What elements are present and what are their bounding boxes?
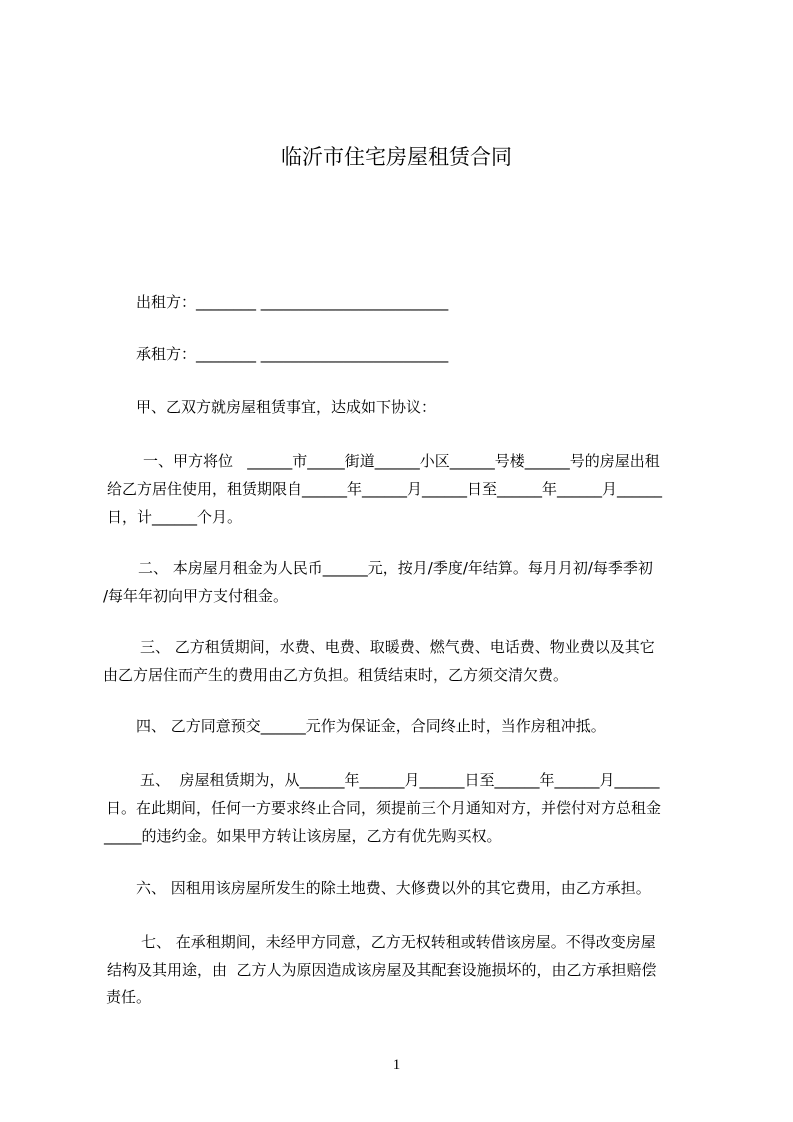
clause-1-line-1: 一、甲方将位 ______市_____街道______小区______号楼______号的房屋出租 — [143, 452, 660, 470]
clause-7-line-1: 七、 在承租期间，未经甲方同意，乙方无权转租或转借该房屋。不得改变房屋 — [141, 933, 656, 951]
clause-2-line-1: 二、 本房屋月租金为人民币______元，按月/季度/年结算。每月月初/每季季初 — [138, 559, 653, 577]
clause-1-line-2: 给乙方居住使用，租赁期限自______年______月______日至______年______月______ — [107, 480, 663, 498]
clause-4-line-1: 四、 乙方同意预交______元作为保证金，合同终止时，当作房租冲抵。 — [136, 717, 606, 735]
contract-title: 临沂市住宅房屋租赁合同 — [281, 145, 512, 169]
intro-paragraph: 甲、乙双方就房屋租赁事宜，达成如下协议： — [136, 398, 437, 416]
clause-3-line-2: 由乙方居住而产生的费用由乙方负担。租赁结束时，乙方须交清欠费。 — [103, 666, 569, 684]
clause-7-line-2: 结构及其用途，由 乙方人为原因造成该房屋及其配套设施损坏的，由乙方承担赔偿 — [107, 961, 657, 979]
lessor-line: 出租方：________ _________________________ — [136, 293, 449, 311]
clause-7-line-3: 责任。 — [106, 988, 152, 1006]
clause-5-line-3: _____的违约金。如果甲方转让该房屋，乙方有优先购买权。 — [104, 827, 502, 845]
clause-5-line-1: 五、 房屋租赁期为，从______年______月______日至______年______月______ — [140, 771, 660, 789]
clause-1-line-3: 日，计______个月。 — [107, 508, 243, 526]
lessee-line: 承租方：________ _________________________ — [136, 345, 449, 363]
clause-2-line-2: /每年年初向甲方支付租金。 — [103, 587, 289, 605]
clause-6-line-1: 六、 因租用该房屋所发生的除土地费、大修费以外的其它费用，由乙方承担。 — [136, 879, 651, 897]
clause-3-line-1: 三、 乙方租赁期间，水费、电费、取暖费、燃气费、电话费、物业费以及其它 — [140, 638, 655, 656]
page-number: 1 — [392, 1057, 401, 1073]
clause-5-line-2: 日。在此期间，任何一方要求终止合同，须提前三个月通知对方，并偿付对方总租金 — [106, 799, 662, 817]
